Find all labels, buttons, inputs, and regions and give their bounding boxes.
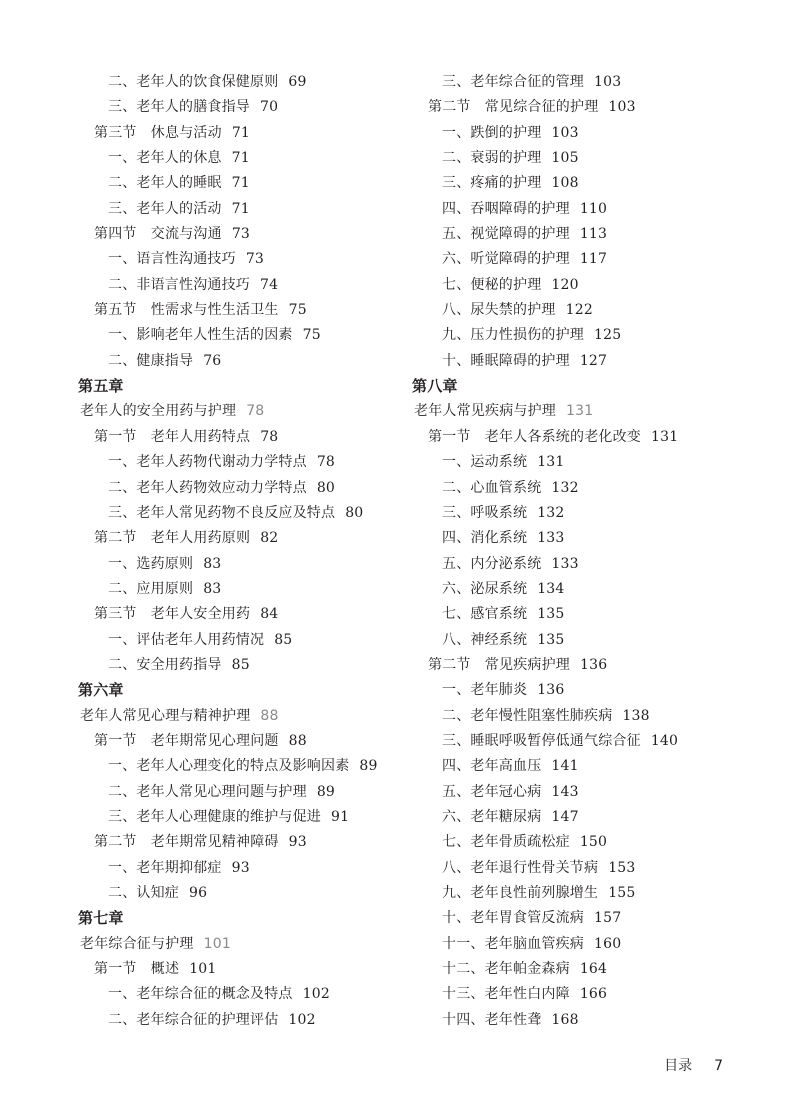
toc-entry-page: 93 <box>231 859 250 876</box>
toc-entry-title: 二、安全用药指导 <box>108 656 222 673</box>
toc-entry-title: 九、老年良性前列腺增生 <box>442 885 599 901</box>
toc-entry-page: 93 <box>288 834 307 851</box>
toc-entry-page: 78 <box>260 428 279 445</box>
toc-entry-title: 一、老年人药物代谢动力学特点 <box>108 454 307 471</box>
toc-chapter-row <box>78 906 398 931</box>
toc-entry-page: 103 <box>608 99 636 116</box>
toc-item-row <box>78 881 398 906</box>
toc-entry-title: 二、非语言性沟通技巧 <box>108 276 250 293</box>
toc-entry-title: 第三节 老年人安全用药 <box>94 606 251 623</box>
toc-entry-title: 第一节 老年人各系统的老化改变 <box>428 428 641 445</box>
toc-chapter-title-row <box>78 399 398 424</box>
toc-entry-page: 134 <box>537 580 565 597</box>
toc-item-row <box>78 476 398 501</box>
toc-entry-title: 一、老年期抑郁症 <box>108 859 222 876</box>
toc-item-row <box>412 1008 772 1033</box>
toc-entry-title: 九、压力性损伤的护理 <box>442 327 584 344</box>
toc-item-row <box>412 222 772 247</box>
toc-entry-page: 80 <box>316 479 336 496</box>
toc-chapter-row <box>78 374 398 399</box>
toc-entry-page: 153 <box>608 859 636 876</box>
toc-entry-page: 84 <box>260 606 279 623</box>
toc-item-row <box>78 628 398 653</box>
toc-item-row <box>78 146 398 171</box>
toc-entry-title: 二、老年人的饮食保健原则 <box>108 74 279 90</box>
toc-entry-page: 140 <box>650 732 679 749</box>
toc-entry-title: 六、听觉障碍的护理 <box>442 251 570 268</box>
toc-entry-title: 二、认知症 <box>108 885 179 901</box>
toc-entry-page: 103 <box>594 74 622 90</box>
toc-item-row <box>78 780 398 805</box>
toc-entry-page: 136 <box>580 656 608 673</box>
toc-entry-page: 136 <box>537 682 565 699</box>
toc-entry-title: 第三节 休息与活动 <box>94 124 222 141</box>
toc-entry-page: 69 <box>288 74 307 90</box>
toc-entry-title: 五、老年冠心病 <box>442 783 542 800</box>
toc-entry-page: 164 <box>579 961 608 978</box>
toc-entry-page: 102 <box>302 986 330 1003</box>
toc-item-row <box>412 932 772 957</box>
toc-entry-title: 三、老年人常见药物不良反应及特点 <box>108 504 336 521</box>
toc-entry-title: 一、评估老年人用药情况 <box>108 631 265 648</box>
toc-section-row <box>78 526 398 551</box>
toc-item-row <box>412 171 772 196</box>
toc-item-row <box>412 323 772 348</box>
toc-entry-page: 101 <box>189 961 217 978</box>
toc-entry-page: 120 <box>551 276 579 293</box>
toc-entry-title: 一、老年人的休息 <box>108 150 222 167</box>
toc-section-row <box>412 653 772 678</box>
toc-item-row <box>78 577 398 602</box>
toc-right-column <box>412 70 772 1033</box>
toc-entry-page: 88 <box>288 732 307 749</box>
toc-chapter-row <box>412 374 772 399</box>
toc-entry-page: 91 <box>331 808 350 825</box>
toc-entry-title: 第一节 概述 <box>94 961 180 978</box>
toc-entry-title: 三、老年综合征的管理 <box>442 74 584 90</box>
toc-entry-page: 141 <box>551 758 579 775</box>
toc-entry-title: 四、老年高血压 <box>442 758 542 775</box>
toc-entry-title: 第六章 <box>78 681 124 700</box>
toc-entry-page: 73 <box>231 226 251 243</box>
toc-entry-page: 101 <box>203 935 231 952</box>
toc-entry-page: 70 <box>260 99 279 116</box>
toc-entry-page: 83 <box>203 580 222 597</box>
toc-entry-title: 十三、老年性白内障 <box>442 986 570 1003</box>
toc-entry-page: 110 <box>579 200 608 217</box>
toc-entry-page: 96 <box>189 885 208 901</box>
toc-entry-title: 三、呼吸系统 <box>442 504 528 521</box>
toc-chapter-row <box>78 678 398 703</box>
toc-entry-page: 138 <box>622 707 650 724</box>
toc-entry-title: 二、应用原则 <box>108 580 194 597</box>
toc-entry-title: 一、语言性沟通技巧 <box>108 251 236 268</box>
toc-entry-page: 125 <box>594 327 622 344</box>
toc-item-row <box>412 298 772 323</box>
toc-entry-title: 第七章 <box>78 909 124 928</box>
toc-entry-title: 八、老年退行性骨关节病 <box>442 859 599 876</box>
toc-entry-title: 十四、老年性聋 <box>442 1011 542 1028</box>
toc-entry-title: 七、感官系统 <box>442 606 528 623</box>
toc-item-row <box>412 957 772 982</box>
toc-entry-page: 75 <box>302 327 321 344</box>
toc-item-row <box>78 982 398 1007</box>
toc-entry-page: 76 <box>203 352 222 369</box>
toc-item-row <box>78 323 398 348</box>
toc-item-row <box>412 349 772 374</box>
toc-entry-page: 105 <box>551 150 579 167</box>
toc-item-row <box>412 780 772 805</box>
toc-entry-title: 二、心血管系统 <box>442 479 542 496</box>
toc-entry-title: 第二节 老年期常见精神障碍 <box>94 834 279 851</box>
toc-entry-title: 二、老年人的睡眠 <box>108 175 222 192</box>
toc-entry-page: 117 <box>579 251 608 268</box>
toc-entry-page: 71 <box>231 200 250 217</box>
toc-item-row <box>78 653 398 678</box>
toc-item-row <box>412 906 772 931</box>
toc-entry-page: 103 <box>551 124 579 141</box>
toc-item-row <box>412 70 772 95</box>
toc-section-row <box>78 957 398 982</box>
toc-entry-page: 147 <box>551 808 579 825</box>
toc-entry-page: 135 <box>537 631 565 648</box>
toc-entry-page: 113 <box>579 226 608 243</box>
toc-item-row <box>412 754 772 779</box>
toc-item-row <box>412 552 772 577</box>
toc-entry-page: 85 <box>231 656 250 673</box>
toc-entry-title: 第一节 老年人用药特点 <box>94 428 251 445</box>
toc-entry-title: 三、睡眠呼吸暂停低通气综合征 <box>442 732 641 749</box>
toc-item-row <box>78 805 398 830</box>
toc-entry-page: 82 <box>260 530 279 547</box>
toc-entry-page: 131 <box>537 454 565 471</box>
toc-entry-page: 168 <box>551 1011 579 1028</box>
toc-entry-title: 八、神经系统 <box>442 631 528 648</box>
toc-entry-page: 78 <box>246 403 265 420</box>
toc-chapter-title-row <box>78 932 398 957</box>
toc-item-row <box>412 602 772 627</box>
toc-item-row <box>412 526 772 551</box>
toc-entry-title: 第五章 <box>78 377 124 396</box>
toc-section-row <box>78 830 398 855</box>
toc-item-row <box>78 1008 398 1033</box>
toc-item-row <box>78 450 398 475</box>
toc-entry-page: 135 <box>537 606 565 623</box>
toc-chapter-title-row <box>412 399 772 424</box>
toc-entry-page: 102 <box>288 1011 316 1028</box>
toc-item-row <box>78 95 398 120</box>
toc-entry-title: 十二、老年帕金森病 <box>442 961 570 978</box>
toc-item-row <box>78 197 398 222</box>
toc-item-row <box>78 501 398 526</box>
toc-section-row <box>78 298 398 323</box>
toc-item-row <box>412 805 772 830</box>
toc-entry-page: 89 <box>359 758 378 775</box>
toc-item-row <box>412 628 772 653</box>
toc-entry-page: 160 <box>594 935 622 952</box>
toc-entry-title: 八、尿失禁的护理 <box>442 302 556 319</box>
toc-entry-title: 四、吞咽障碍的护理 <box>442 200 570 217</box>
page-footer <box>664 1055 723 1075</box>
toc-item-row <box>412 704 772 729</box>
toc-entry-page: 127 <box>579 352 608 369</box>
toc-entry-title: 第八章 <box>412 377 458 396</box>
toc-entry-page: 133 <box>537 530 565 547</box>
toc-entry-page: 85 <box>274 631 293 648</box>
toc-item-row <box>412 476 772 501</box>
toc-item-row <box>78 171 398 196</box>
toc-section-row <box>78 602 398 627</box>
toc-entry-title: 二、衰弱的护理 <box>442 150 542 167</box>
toc-entry-title: 五、视觉障碍的护理 <box>442 226 570 243</box>
toc-entry-page: 89 <box>316 783 336 800</box>
toc-entry-title: 十、老年胃食管反流病 <box>442 910 584 927</box>
toc-entry-title: 一、老年综合征的概念及特点 <box>108 986 293 1003</box>
toc-entry-title: 三、老年人的活动 <box>108 200 222 217</box>
toc-entry-title: 七、老年骨质疏松症 <box>442 834 570 851</box>
toc-item-row <box>412 856 772 881</box>
toc-entry-title: 一、影响老年人性生活的因素 <box>108 327 293 344</box>
toc-item-row <box>78 273 398 298</box>
toc-item-row <box>412 273 772 298</box>
toc-entry-page: 131 <box>566 403 594 420</box>
toc-entry-page: 166 <box>579 986 608 1003</box>
page-number: 7 <box>714 1058 723 1074</box>
toc-entry-page: 78 <box>316 454 336 471</box>
toc-item-row <box>412 577 772 602</box>
toc-entry-title: 老年综合征与护理 <box>80 935 194 952</box>
toc-entry-page: 122 <box>565 302 593 319</box>
toc-section-row <box>78 425 398 450</box>
toc-left-column <box>78 70 398 1033</box>
footer-label: 目录 <box>664 1058 693 1074</box>
toc-section-row <box>78 729 398 754</box>
toc-item-row <box>78 70 398 95</box>
toc-entry-title: 老年人的安全用药与护理 <box>80 403 237 420</box>
toc-item-row <box>412 982 772 1007</box>
toc-entry-title: 一、运动系统 <box>442 454 528 471</box>
toc-entry-page: 71 <box>231 150 250 167</box>
toc-section-row <box>412 425 772 450</box>
toc-entry-title: 第二节 老年人用药原则 <box>94 530 251 547</box>
toc-section-row <box>412 95 772 120</box>
toc-entry-title: 三、老年人的膳食指导 <box>108 99 250 116</box>
toc-item-row <box>412 881 772 906</box>
toc-entry-page: 143 <box>551 783 579 800</box>
toc-entry-title: 第二节 常见疾病护理 <box>428 656 570 673</box>
toc-entry-page: 71 <box>231 175 250 192</box>
toc-entry-title: 老年人常见疾病与护理 <box>414 403 556 420</box>
toc-entry-title: 第一节 老年期常见心理问题 <box>94 732 279 749</box>
toc-section-row <box>78 222 398 247</box>
toc-entry-title: 老年人常见心理与精神护理 <box>80 707 251 724</box>
toc-entry-title: 一、选药原则 <box>108 555 194 572</box>
toc-item-row <box>412 678 772 703</box>
toc-section-row <box>78 121 398 146</box>
toc-entry-title: 七、便秘的护理 <box>442 276 542 293</box>
toc-entry-page: 132 <box>537 504 565 521</box>
toc-entry-page: 155 <box>608 885 636 901</box>
toc-entry-title: 十一、老年脑血管疾病 <box>442 935 584 952</box>
toc-item-row <box>412 729 772 754</box>
toc-entry-title: 二、老年人常见心理问题与护理 <box>108 783 307 800</box>
toc-entry-page: 88 <box>260 707 279 724</box>
toc-entry-title: 二、老年综合征的护理评估 <box>108 1011 279 1028</box>
toc-entry-title: 一、跌倒的护理 <box>442 124 542 141</box>
toc-item-row <box>78 552 398 577</box>
toc-entry-title: 五、内分泌系统 <box>442 555 542 572</box>
toc-entry-page: 133 <box>551 555 579 572</box>
toc-entry-page: 150 <box>579 834 608 851</box>
toc-entry-title: 第二节 常见综合征的护理 <box>428 99 599 116</box>
toc-entry-page: 108 <box>551 175 579 192</box>
toc-item-row <box>412 247 772 272</box>
toc-item-row <box>78 754 398 779</box>
toc-entry-title: 三、老年人心理健康的维护与促进 <box>108 808 321 825</box>
toc-item-row <box>412 450 772 475</box>
toc-entry-page: 132 <box>551 479 579 496</box>
toc-entry-title: 三、疼痛的护理 <box>442 175 542 192</box>
toc-entry-title: 一、老年肺炎 <box>442 682 528 699</box>
toc-item-row <box>412 197 772 222</box>
toc-entry-title: 二、健康指导 <box>108 352 194 369</box>
toc-entry-page: 74 <box>260 276 279 293</box>
toc-entry-page: 73 <box>245 251 265 268</box>
toc-item-row <box>78 349 398 374</box>
toc-entry-page: 75 <box>288 302 307 319</box>
toc-item-row <box>78 247 398 272</box>
toc-entry-page: 157 <box>594 910 622 927</box>
toc-item-row <box>78 856 398 881</box>
toc-item-row <box>412 146 772 171</box>
toc-item-row <box>412 121 772 146</box>
toc-entry-page: 71 <box>231 124 251 141</box>
toc-entry-page: 80 <box>345 504 364 521</box>
toc-item-row <box>412 830 772 855</box>
toc-entry-title: 二、老年人药物效应动力学特点 <box>108 479 307 496</box>
toc-entry-title: 六、老年糖尿病 <box>442 808 542 825</box>
toc-entry-title: 二、老年慢性阻塞性肺疾病 <box>442 707 613 724</box>
toc-entry-title: 十、睡眠障碍的护理 <box>442 352 570 369</box>
toc-entry-title: 第四节 交流与沟通 <box>94 226 222 243</box>
toc-item-row <box>412 501 772 526</box>
toc-entry-title: 六、泌尿系统 <box>442 580 528 597</box>
toc-entry-page: 131 <box>651 428 679 445</box>
toc-entry-title: 第五节 性需求与性生活卫生 <box>94 302 279 319</box>
toc-entry-page: 83 <box>203 555 222 572</box>
toc-chapter-title-row <box>78 704 398 729</box>
toc-entry-title: 四、消化系统 <box>442 530 528 547</box>
toc-entry-title: 一、老年人心理变化的特点及影响因素 <box>108 758 350 775</box>
